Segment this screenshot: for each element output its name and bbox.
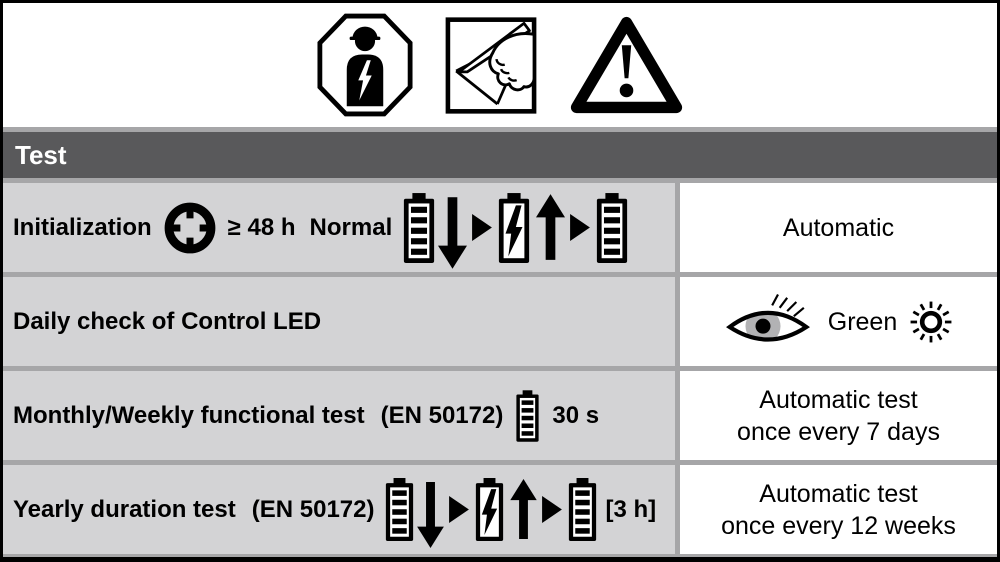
cell-result-initialization (680, 183, 997, 272)
led-glow-icon (905, 296, 957, 348)
arrow-down-icon (417, 482, 444, 548)
test-name: Yearly duration test (13, 495, 236, 523)
battery-charging-icon (497, 193, 531, 263)
result-text: Automatic test once every 7 days (737, 385, 940, 446)
table-row-functional-test (3, 371, 997, 460)
test-name: Initialization (13, 213, 152, 241)
warning-icon (569, 14, 684, 116)
cell-daily-check (3, 277, 675, 366)
cell-result-daily-check (680, 277, 997, 366)
result-text: Automatic (782, 213, 895, 242)
table-title: Test (15, 139, 67, 170)
battery-full-icon (515, 390, 540, 442)
next-step-icon (570, 214, 590, 241)
battery-charging-icon (474, 478, 505, 541)
battery-cycle-sequence (384, 477, 598, 543)
result-text: Automatic test once every 12 weeks (721, 479, 956, 540)
cell-initialization (3, 183, 675, 272)
arrow-up-icon (510, 479, 537, 539)
table-header (3, 132, 997, 178)
clock-ring-icon (162, 200, 218, 256)
threshold-text: ≥ 48 h (227, 213, 296, 241)
standard-reference: (EN 50172) (380, 401, 504, 429)
battery-full-icon (402, 193, 436, 263)
cell-functional-test (3, 371, 675, 460)
cell-duration-test (3, 465, 675, 554)
table-row-daily-check (3, 277, 997, 366)
note-documentation-icon (445, 16, 537, 115)
battery-full-icon (567, 478, 598, 541)
test-name: Daily check of Control LED (13, 307, 322, 335)
next-step-icon (542, 496, 562, 523)
result-text: Green (827, 307, 898, 336)
duration-text: 30 s (552, 401, 600, 429)
duration-text: [3 h] (605, 495, 657, 523)
safety-icons-bar (3, 3, 997, 127)
next-step-icon (472, 214, 492, 241)
arrow-down-icon (438, 197, 467, 269)
cell-result-duration-test (680, 465, 997, 554)
battery-full-icon (384, 478, 415, 541)
qualified-electrician-icon (317, 13, 413, 117)
test-name: Monthly/Weekly functional test (13, 401, 365, 429)
table-row-initialization (3, 183, 997, 272)
standard-reference: (EN 50172) (251, 495, 375, 523)
arrow-up-icon (536, 194, 565, 260)
mode-text: Normal (309, 213, 393, 241)
battery-cycle-sequence (402, 192, 629, 264)
cell-result-functional-test (680, 371, 997, 460)
next-step-icon (449, 496, 469, 523)
table-row-duration-test (3, 465, 997, 554)
battery-full-icon (595, 193, 629, 263)
eye-icon (720, 292, 816, 352)
